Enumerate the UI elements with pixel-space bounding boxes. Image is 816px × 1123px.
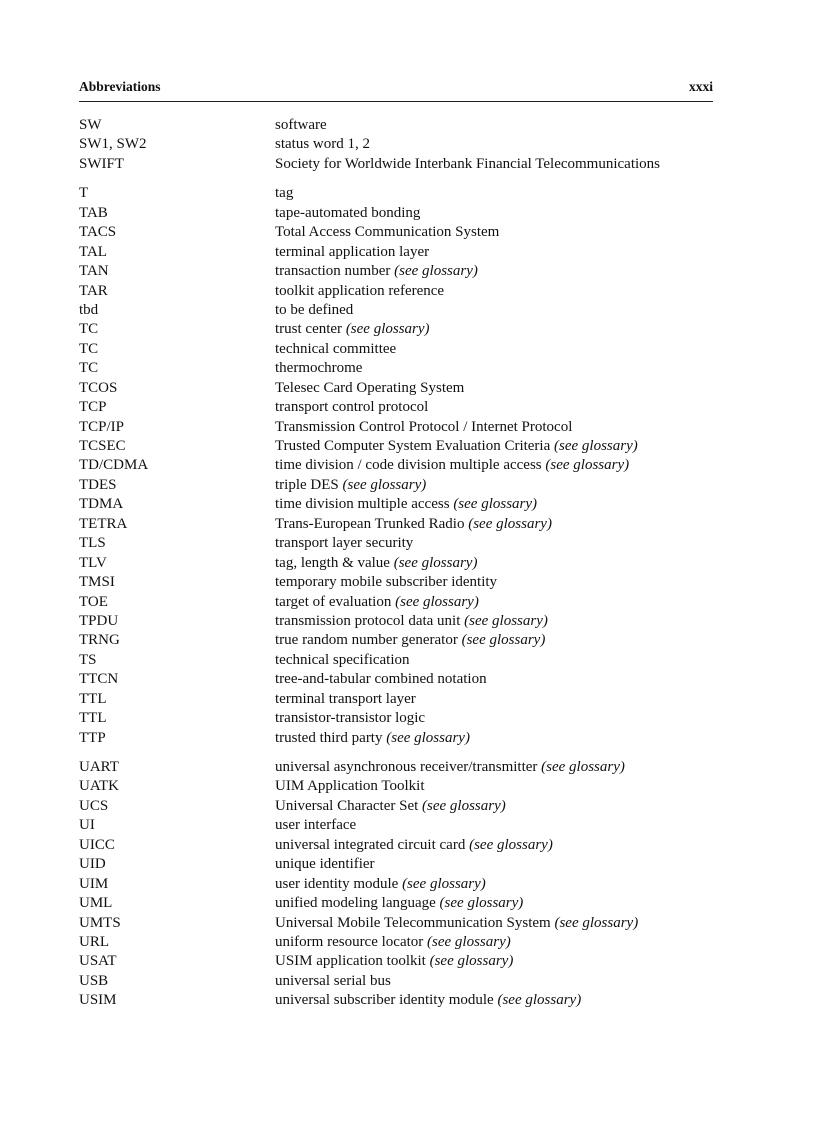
abbreviation-term: TC (79, 360, 99, 377)
abbreviation-group (79, 184, 739, 748)
abbreviation-term: UID (79, 856, 106, 873)
abbreviation-entry (79, 320, 739, 339)
abbreviation-definition (275, 875, 739, 894)
abbreviation-entry (79, 914, 739, 933)
see-glossary-note: (see glossary) (469, 836, 553, 853)
abbreviation-term: TMSI (79, 574, 115, 591)
definition-text: Telesec Card Operating System (275, 379, 465, 396)
definition-text: Universal Character Set (275, 797, 419, 814)
abbreviation-term: TDES (79, 476, 117, 493)
abbreviation-definition (275, 515, 739, 534)
definition-text: terminal application layer (275, 243, 430, 260)
definition-text: time division multiple access (275, 496, 450, 513)
abbreviation-definition (275, 631, 739, 650)
definition-text: user identity module (275, 875, 399, 892)
abbreviation-definition (275, 320, 739, 339)
definition-text: to be defined (275, 301, 354, 318)
abbreviation-definition (275, 204, 739, 223)
abbreviation-term: TLS (79, 535, 106, 552)
see-glossary-note: (see glossary) (393, 554, 478, 571)
abbreviation-definition (275, 437, 739, 456)
abbreviation-entry (79, 631, 739, 650)
definition-text: Trusted Computer System Evaluation Criteria (275, 438, 551, 454)
abbreviation-term: SW (79, 117, 102, 133)
abbreviation-definition (275, 933, 739, 952)
abbreviation-entry (79, 573, 739, 592)
abbreviation-entry (79, 797, 739, 816)
definition-text: Transmission Control Protocol / Internet Protocol (275, 418, 573, 435)
abbreviation-entry (79, 554, 739, 573)
definition-text: tape-automated bonding (275, 204, 421, 221)
definition-text: unique identifier (275, 856, 375, 873)
abbreviation-definition (275, 894, 739, 913)
abbreviation-definition (275, 593, 739, 612)
see-glossary-note: (see glossary) (453, 496, 538, 513)
abbreviation-entry (79, 952, 739, 971)
definition-text: universal subscriber identity module (275, 992, 494, 1009)
abbreviation-term: TCOS (79, 379, 118, 396)
definition-text: trust center (275, 321, 343, 338)
see-glossary-note: (see glossary) (439, 895, 524, 912)
definition-text: transaction number (275, 263, 391, 280)
see-glossary-note: (see glossary) (464, 612, 548, 629)
abbreviation-entry (79, 456, 739, 475)
abbreviation-entry (79, 398, 739, 417)
abbreviation-definition (275, 456, 739, 475)
definition-text: uniform resource locator (275, 933, 424, 950)
definition-text: UIM Application Toolkit (275, 778, 425, 795)
definition-text: true random number generator (275, 632, 458, 649)
abbreviation-term: TTCN (79, 671, 119, 688)
see-glossary-note: (see glossary) (541, 759, 625, 775)
abbreviation-entry (79, 758, 739, 777)
definition-text: target of evaluation (275, 593, 392, 610)
abbreviation-entry (79, 690, 739, 709)
abbreviation-entry (79, 894, 739, 913)
abbreviation-definition (275, 534, 739, 553)
definition-text: triple DES (275, 476, 339, 493)
abbreviation-term: URL (79, 933, 109, 950)
abbreviation-definition (275, 651, 739, 670)
abbreviation-term: TDMA (79, 496, 124, 513)
abbreviation-definition (275, 612, 739, 631)
abbreviation-entry (79, 875, 739, 894)
abbreviation-term: UART (79, 759, 119, 775)
abbreviation-term: USAT (79, 953, 117, 970)
abbreviation-definition (275, 855, 739, 874)
abbreviation-definition (275, 952, 739, 971)
see-glossary-note: (see glossary) (394, 263, 478, 280)
definition-text: thermochrome (275, 360, 363, 377)
abbreviation-definition (275, 476, 739, 495)
see-glossary-note: (see glossary) (554, 914, 639, 931)
abbreviation-term: TRNG (79, 632, 120, 649)
definition-text: tree-and-tabular combined notation (275, 671, 487, 688)
definition-text: unified modeling language (275, 895, 436, 912)
abbreviation-term: TTL (79, 690, 107, 707)
abbreviation-definition (275, 670, 739, 689)
abbreviation-entry (79, 243, 739, 262)
abbreviation-entry (79, 418, 739, 437)
abbreviation-definition (275, 223, 739, 242)
abbreviation-entry (79, 593, 739, 612)
abbreviation-entry (79, 301, 739, 320)
abbreviation-entry (79, 729, 739, 748)
abbreviation-definition (275, 243, 739, 262)
abbreviation-entry (79, 534, 739, 553)
abbreviation-term: TD/CDMA (79, 457, 149, 474)
abbreviation-definition (275, 262, 739, 281)
abbreviation-term: TCP (79, 399, 107, 416)
abbreviation-entry (79, 670, 739, 689)
definition-text: user interface (275, 817, 357, 834)
abbreviation-term: TCP/IP (79, 418, 125, 435)
see-glossary-note: (see glossary) (422, 797, 506, 814)
abbreviation-term: TETRA (79, 515, 128, 532)
abbreviation-definition (275, 184, 739, 203)
abbreviation-term: TTP (79, 729, 106, 746)
abbreviation-entry (79, 836, 739, 855)
definition-text: tag, length & value (275, 554, 390, 571)
definition-text: technical committee (275, 340, 397, 357)
abbreviation-term: UICC (79, 836, 115, 853)
abbreviation-entry (79, 515, 739, 534)
see-glossary-note: (see glossary) (402, 875, 486, 892)
abbreviation-term: UATK (79, 778, 119, 795)
abbreviation-term: TAR (79, 282, 108, 299)
abbreviation-entry (79, 340, 739, 359)
abbreviation-entry (79, 476, 739, 495)
abbreviation-entry (79, 262, 739, 281)
abbreviation-entry (79, 282, 739, 301)
abbreviation-group (79, 116, 739, 174)
abbreviation-definition (275, 301, 739, 320)
see-glossary-note: (see glossary) (427, 933, 511, 950)
definition-text: tag (275, 185, 294, 202)
abbreviation-term: SWIFT (79, 155, 124, 172)
abbreviation-definition (275, 914, 739, 933)
abbreviation-entry (79, 933, 739, 952)
definition-text: universal integrated circuit card (275, 836, 466, 853)
definition-text: Society for Worldwide Interbank Financial Telecommunications (275, 155, 661, 172)
abbreviation-term: T (79, 185, 89, 202)
abbreviation-term: TPDU (79, 612, 119, 629)
abbreviation-term: UML (79, 895, 113, 912)
definition-text: universal serial bus (275, 972, 391, 989)
abbreviation-definition (275, 690, 739, 709)
abbreviation-definition (275, 758, 739, 777)
abbreviation-term: TAL (79, 243, 107, 260)
definition-text: Total Access Communication System (275, 224, 500, 241)
abbreviation-entry (79, 816, 739, 835)
abbreviation-term: TACS (79, 224, 117, 241)
abbreviation-entry (79, 651, 739, 670)
abbreviation-definition (275, 495, 739, 514)
definition-text: temporary mobile subscriber identity (275, 574, 498, 591)
abbreviation-definition (275, 379, 739, 398)
abbreviation-term: TC (79, 321, 99, 338)
abbreviation-entry (79, 709, 739, 728)
see-glossary-note: (see glossary) (554, 438, 638, 454)
abbreviation-definition (275, 282, 739, 301)
abbreviation-definition (275, 155, 739, 174)
abbreviation-definition (275, 972, 739, 991)
definition-text: transmission protocol data unit (275, 612, 461, 629)
see-glossary-note: (see glossary) (342, 476, 427, 493)
abbreviation-entry (79, 777, 739, 796)
abbreviation-definition (275, 836, 739, 855)
abbreviation-term: TOE (79, 593, 108, 610)
abbreviation-definition (275, 135, 739, 154)
abbreviation-entry (79, 155, 739, 174)
abbreviation-definition (275, 797, 739, 816)
see-glossary-note: (see glossary) (395, 593, 479, 610)
abbreviation-definition (275, 709, 739, 728)
abbreviation-entry (79, 223, 739, 242)
definition-text: Universal Mobile Telecommunication System (275, 914, 551, 931)
definition-text: transport control protocol (275, 399, 429, 416)
abbreviation-list (79, 116, 739, 1011)
definition-text: universal asynchronous receiver/transmitter (275, 759, 538, 775)
abbreviation-entry (79, 359, 739, 378)
abbreviation-term: TAN (79, 263, 109, 280)
abbreviation-entry (79, 184, 739, 203)
abbreviation-term: USIM (79, 992, 117, 1009)
abbreviation-entry (79, 437, 739, 456)
abbreviation-entry (79, 972, 739, 991)
see-glossary-note: (see glossary) (386, 729, 470, 746)
abbreviation-term: TLV (79, 554, 107, 571)
abbreviation-entry (79, 495, 739, 514)
page-number: xxxi (688, 79, 713, 94)
abbreviation-definition (275, 991, 739, 1010)
abbreviation-definition (275, 777, 739, 796)
definition-text: toolkit application reference (275, 282, 445, 299)
abbreviation-definition (275, 340, 739, 359)
abbreviation-entry (79, 135, 739, 154)
definition-text: terminal transport layer (275, 690, 416, 707)
abbreviation-definition (275, 116, 739, 135)
definition-text: Trans-European Trunked Radio (275, 515, 465, 532)
abbreviation-term: UMTS (79, 914, 121, 931)
abbreviation-definition (275, 816, 739, 835)
abbreviation-entry (79, 612, 739, 631)
page-header (79, 79, 713, 102)
abbreviation-term: SW1, SW2 (79, 136, 147, 153)
definition-text: time division / code division multiple access (275, 457, 542, 474)
abbreviation-entry (79, 991, 739, 1010)
abbreviation-term: TCSEC (79, 438, 126, 454)
abbreviation-term: TTL (79, 710, 107, 727)
section-title: Abbreviations (79, 79, 161, 94)
definition-text: trusted third party (275, 729, 383, 746)
abbreviation-definition (275, 554, 739, 573)
see-glossary-note: (see glossary) (345, 321, 430, 338)
definition-text: transistor-transistor logic (275, 710, 426, 727)
abbreviation-definition (275, 418, 739, 437)
definition-text: transport layer security (275, 535, 414, 552)
see-glossary-note: (see glossary) (545, 457, 630, 474)
see-glossary-note: (see glossary) (461, 632, 546, 649)
abbreviation-term: TS (79, 651, 97, 668)
abbreviation-term: UCS (79, 797, 109, 814)
abbreviation-entry (79, 855, 739, 874)
definition-text: software (275, 117, 327, 133)
definition-text: USIM application toolkit (275, 953, 426, 970)
abbreviation-entry (79, 379, 739, 398)
abbreviation-term: TC (79, 340, 99, 357)
abbreviation-group (79, 758, 739, 1011)
abbreviation-entry (79, 116, 739, 135)
see-glossary-note: (see glossary) (468, 515, 552, 532)
abbreviation-entry (79, 204, 739, 223)
see-glossary-note: (see glossary) (429, 953, 514, 970)
abbreviation-definition (275, 359, 739, 378)
definition-text: technical specification (275, 651, 410, 668)
abbreviation-definition (275, 398, 739, 417)
abbreviation-term: UI (79, 817, 95, 834)
definition-text: status word 1, 2 (275, 136, 370, 153)
see-glossary-note: (see glossary) (497, 992, 582, 1009)
abbreviation-definition (275, 573, 739, 592)
abbreviation-term: USB (79, 972, 109, 989)
abbreviation-definition (275, 729, 739, 748)
abbreviation-term: TAB (79, 204, 108, 221)
abbreviation-term: UIM (79, 875, 109, 892)
abbreviation-term: tbd (79, 301, 99, 318)
